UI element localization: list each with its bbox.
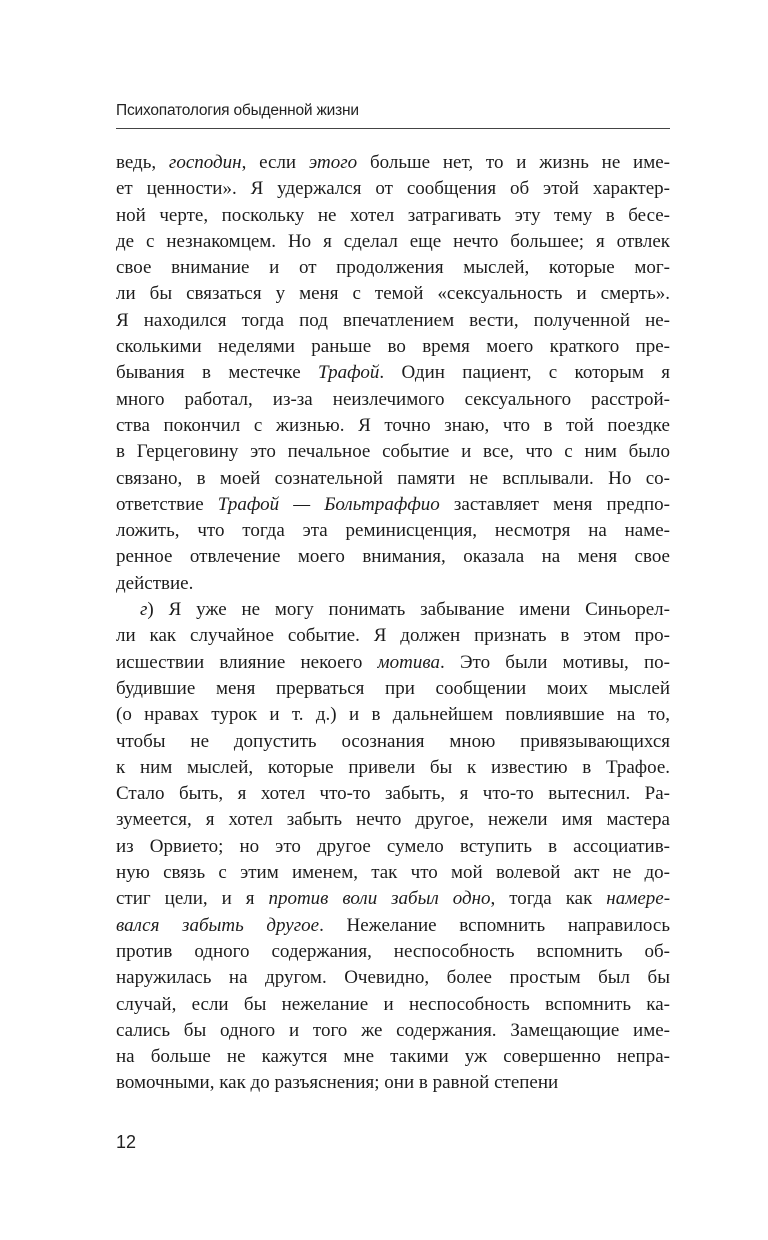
text-line	[116, 466, 670, 492]
text-line	[116, 308, 670, 334]
text-line	[116, 834, 670, 860]
italic-span: Трафой — Больтраффио	[217, 493, 440, 515]
text-span: Стало быть, я хотел что-то забыть, я что-то вытеснил. Ра-	[116, 783, 670, 805]
text-line	[116, 702, 670, 728]
text-span: в Герцеговину это печальное событие и все, что с ним было	[116, 441, 670, 463]
text-line	[116, 413, 670, 439]
text-span: (о нравах турок и т. д.) и в дальнейшем повлиявшие на то,	[116, 704, 670, 726]
italic-span: этого	[308, 152, 358, 173]
text-span: Я находился тогда под впечатлением вести, полученной не-	[116, 309, 670, 331]
italic-span: против воли забыл одно	[268, 888, 491, 910]
text-span: ренное отвлечение моего внимания, оказала на меня свое	[116, 546, 670, 568]
text-span: ства покончил с жизнью. Я точно знаю, что в той поездке	[116, 414, 670, 436]
text-line	[116, 755, 670, 781]
text-line	[116, 807, 670, 833]
text-span: к ним мыслей, которые привели бы к известию в Трафое.	[116, 756, 670, 778]
text-span: ли бы связаться у меня с темой «сексуальность и смерть».	[116, 283, 670, 305]
text-span: заставляет меня предпо-	[439, 493, 670, 515]
text-line	[116, 387, 670, 413]
text-line	[116, 992, 670, 1018]
text-line	[116, 729, 670, 755]
text-line	[116, 676, 670, 702]
text-span: ной черте, поскольку не хотел затрагивать эту тему в бесе-	[116, 204, 670, 226]
text-line	[116, 1044, 670, 1070]
text-span: будившие меня прерваться при сообщении моих мыслей	[116, 677, 670, 699]
text-span: на больше не кажутся мне такими уж совершенно непра-	[116, 1046, 670, 1068]
text-line	[116, 544, 670, 570]
text-span: . Один пациент, с которым я	[379, 362, 670, 384]
text-span: , тогда как	[490, 888, 607, 910]
text-span: чтобы не допустить осознания мною привязывающихся	[116, 730, 670, 752]
header-rule	[116, 128, 670, 129]
text-span: больше нет, то и жизнь не име-	[357, 152, 670, 173]
italic-span: г	[140, 599, 148, 621]
text-span: ответствие	[116, 493, 218, 515]
text-span: ведь,	[116, 152, 169, 173]
text-span: ) Я уже не могу понимать забывание имени Синьорел-	[147, 599, 670, 621]
text-span: действие.	[116, 572, 194, 594]
text-line	[116, 1070, 670, 1096]
text-line	[116, 203, 670, 229]
text-span: сались бы одного и того же содержания. Замещающие име-	[116, 1019, 670, 1041]
italic-span: мотива	[377, 651, 441, 673]
text-line	[116, 150, 670, 176]
text-line	[116, 492, 670, 518]
text-span: свое внимание и от продолжения мыслей, которые мог-	[116, 257, 670, 279]
text-line	[116, 334, 670, 360]
text-span: много работал, из-за неизлечимого сексуального расстрой-	[116, 388, 670, 410]
text-span: ную связь с этим именем, так что мой волевой акт не до-	[116, 862, 670, 884]
text-line	[116, 571, 670, 597]
text-span: бывания в местечке	[116, 362, 319, 384]
text-line	[116, 281, 670, 307]
text-span: ет ценности». Я удержался от сообщения об этой характер-	[116, 178, 670, 200]
text-line	[116, 965, 670, 991]
italic-span: господин	[168, 152, 242, 173]
text-line	[116, 886, 670, 912]
text-span: ли как случайное событие. Я должен признать в этом про-	[116, 625, 670, 647]
text-line	[116, 229, 670, 255]
text-span: сколькими неделями раньше во время моего краткого пре-	[116, 336, 670, 358]
text-line	[116, 1018, 670, 1044]
text-line	[116, 176, 670, 202]
text-span: . Это были мотивы, по-	[440, 651, 670, 673]
text-line	[116, 255, 670, 281]
italic-span: Трафой	[318, 362, 380, 384]
text-line	[116, 650, 670, 676]
text-span: исшествии влияние некоего	[116, 651, 378, 673]
text-line	[116, 781, 670, 807]
italic-span: намере-	[606, 888, 671, 910]
italic-span: вался забыть другое	[116, 914, 320, 936]
page-number: 12	[116, 1132, 137, 1152]
text-span: наружилась на другом. Очевидно, более простым был бы	[116, 967, 670, 989]
text-line	[116, 939, 670, 965]
text-line	[116, 360, 670, 386]
text-line	[116, 623, 670, 649]
text-span: случай, если бы нежелание и неспособность вспомнить ка-	[116, 993, 670, 1015]
text-span: , если	[241, 152, 309, 173]
text-span: связано, в моей сознательной памяти не всплывали. Но со-	[116, 467, 670, 489]
text-span: из Орвието; но это другое сумело вступить в ассоциатив-	[116, 835, 670, 857]
text-line	[116, 439, 670, 465]
text-span: ложить, что тогда эта реминисценция, несмотря на наме-	[116, 520, 670, 542]
text-line	[116, 597, 670, 623]
text-span: де с незнакомцем. Но я сделал еще нечто большее; я отвлек	[116, 230, 670, 252]
text-span: стиг цели, и я	[116, 888, 269, 910]
text-line	[116, 860, 670, 886]
body-text	[116, 150, 670, 1097]
text-span: против одного содержания, неспособность вспомнить об-	[116, 940, 670, 962]
text-line	[116, 913, 670, 939]
running-title: Психопатология обыденной жизни	[116, 102, 359, 119]
text-span: . Нежелание вспомнить направилось	[319, 914, 670, 936]
text-line	[116, 518, 670, 544]
text-span: зумеется, я хотел забыть нечто другое, нежели имя мастера	[116, 809, 670, 831]
text-span: вомочными, как до разъяснения; они в равной степени	[116, 1072, 559, 1094]
